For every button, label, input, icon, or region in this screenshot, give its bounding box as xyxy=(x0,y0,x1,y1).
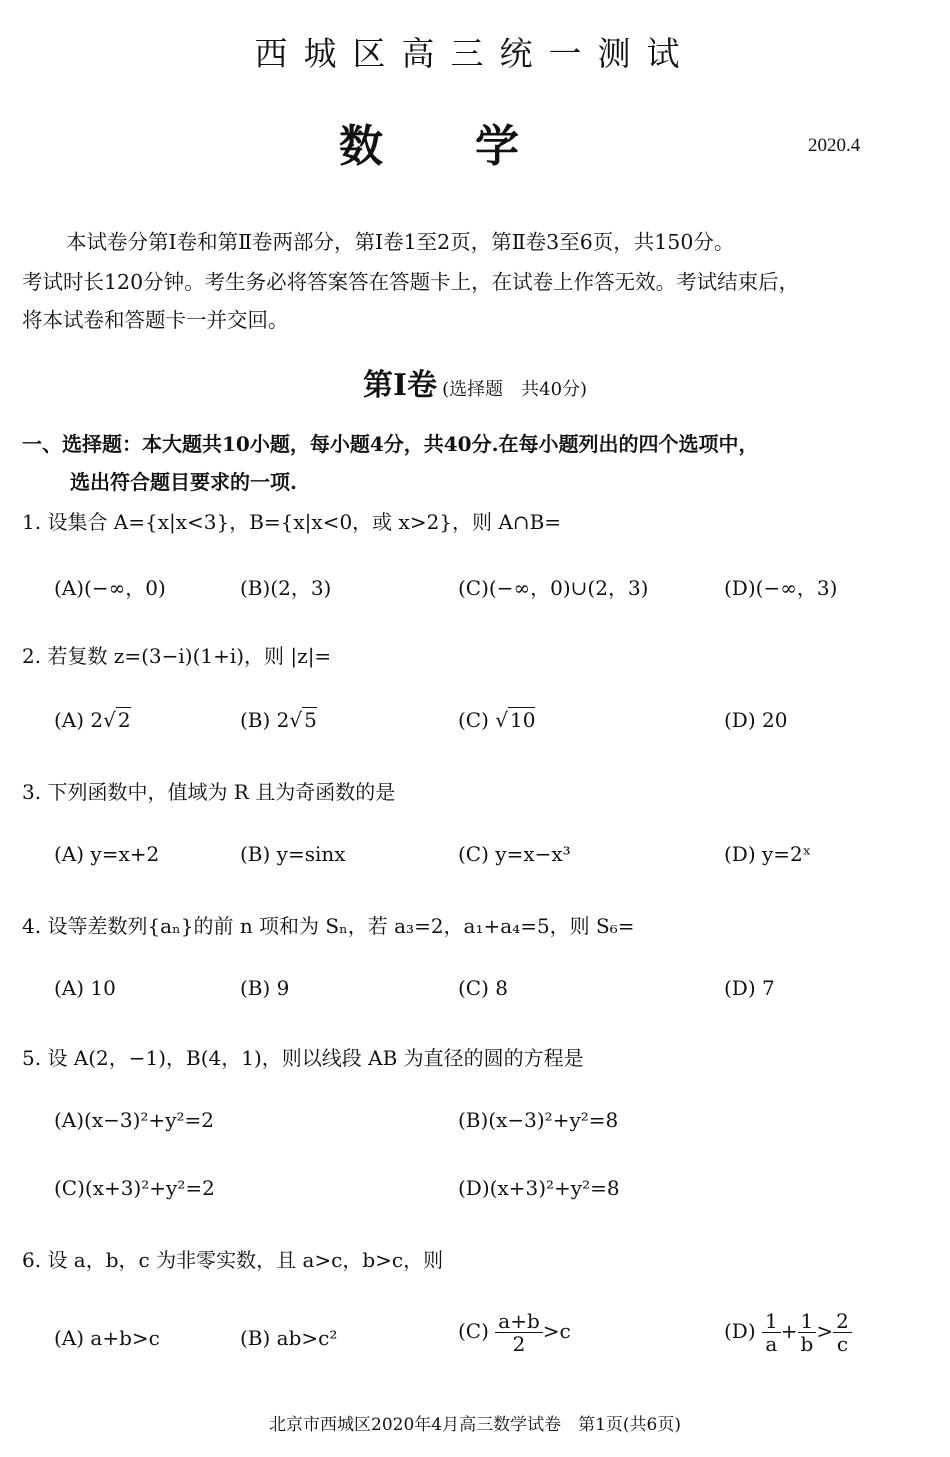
numerator: 1 xyxy=(762,1310,781,1333)
q6-option-c-label: (C) xyxy=(458,1319,489,1343)
section-sub: (选择题 共40分) xyxy=(442,379,588,400)
q5-option-b: (B)(x−3)²+y²=8 xyxy=(458,1108,619,1132)
fraction xyxy=(495,1310,542,1355)
q2-option-b xyxy=(240,708,317,732)
denominator: b xyxy=(800,1332,814,1356)
fraction xyxy=(833,1310,852,1355)
radical-sign: √ xyxy=(289,708,303,732)
question-4-stem: 4. 设等差数列{aₙ}的前 n 项和为 Sₙ，若 a₃=2，a₁+a₄=5，则 S₆= xyxy=(22,914,635,938)
q3-option-c: (C) y=x−x³ xyxy=(458,842,571,866)
q2-radicand-c: 10 xyxy=(510,708,536,732)
q4-option-b: (B) 9 xyxy=(240,976,290,1000)
q6-option-d xyxy=(724,1310,852,1355)
denominator: c xyxy=(836,1332,849,1356)
q1-option-c: (C)(−∞，0)∪(2，3) xyxy=(458,576,649,600)
numerator: 2 xyxy=(833,1310,852,1333)
question-6-stem: 6. 设 a，b，c 为非零实数，且 a>c，b>c，则 xyxy=(22,1248,444,1272)
q5-option-c: (C)(x+3)²+y²=2 xyxy=(54,1176,215,1200)
question-1-stem: 1. 设集合 A={x|x<3}，B={x|x<0，或 x>2}，则 A∩B= xyxy=(22,510,562,534)
page-footer: 北京市西城区2020年4月高三数学试卷 第1页(共6页) xyxy=(269,1415,681,1435)
plus-sign: + xyxy=(780,1319,798,1343)
q6-option-a: (A) a+b>c xyxy=(54,1326,160,1350)
q6-option-d-label: (D) xyxy=(724,1319,756,1343)
subject-title: 数学 xyxy=(339,121,611,172)
q3-option-a: (A) y=x+2 xyxy=(54,842,160,866)
greater-sign: > xyxy=(816,1319,834,1343)
numerator: 1 xyxy=(798,1310,817,1333)
inequality-rest: >c xyxy=(542,1319,571,1343)
q4-option-c: (C) 8 xyxy=(458,976,508,1000)
q1-option-d: (D)(−∞，3) xyxy=(724,576,838,600)
q4-option-a: (A) 10 xyxy=(54,976,116,1000)
q1-option-a: (A)(−∞，0) xyxy=(54,576,166,600)
q1-option-b: (B)(2，3) xyxy=(240,576,332,600)
question-3-stem: 3. 下列函数中，值域为 R 且为奇函数的是 xyxy=(22,780,396,804)
q3-option-b: (B) y=sinx xyxy=(240,842,346,866)
exam-title: 西城区高三统一测试 xyxy=(254,34,696,73)
q3-option-d: (D) y=2ˣ xyxy=(724,842,812,866)
fraction xyxy=(762,1310,781,1355)
intro-line-2: 考试时长120分钟。考生务必将答案答在答题卡上，在试卷上作答无效。考试结束后， xyxy=(22,270,800,294)
question-2-stem: 2. 若复数 z=(3−i)(1+i)，则 |z|= xyxy=(22,644,332,668)
q2-radicand-b: 5 xyxy=(304,708,317,732)
numerator: a+b xyxy=(495,1310,542,1333)
part-instruction-1: 一、选择题：本大题共10小题，每小题4分，共40分.在每小题列出的四个选项中， xyxy=(22,432,759,456)
radical-sign: √ xyxy=(495,708,509,732)
section-main: 第Ⅰ卷 xyxy=(362,368,437,403)
q2-radicand-a: 2 xyxy=(117,708,131,732)
q2-option-b-label: (B) 2 xyxy=(240,708,290,732)
q6-option-c xyxy=(458,1310,571,1355)
fraction xyxy=(798,1310,817,1355)
q5-option-d: (D)(x+3)²+y²=8 xyxy=(458,1176,620,1200)
denominator: a xyxy=(765,1332,778,1356)
q2-option-a xyxy=(54,708,131,732)
exam-date: 2020.4 xyxy=(808,135,861,156)
q4-option-d: (D) 7 xyxy=(724,976,775,1000)
q2-option-c-label: (C) xyxy=(458,708,489,732)
question-5-stem: 5. 设 A(2，−1)，B(4，1)，则以线段 AB 为直径的圆的方程是 xyxy=(22,1046,584,1070)
section-heading xyxy=(0,360,950,404)
q2-option-c xyxy=(458,708,535,732)
q2-option-a-label: (A) 2 xyxy=(54,708,104,732)
q5-option-a: (A)(x−3)²+y²=2 xyxy=(54,1108,214,1132)
radical-sign: √ xyxy=(103,708,116,732)
intro-line-3: 将本试卷和答题卡一并交回。 xyxy=(22,308,289,332)
q2-option-d: (D) 20 xyxy=(724,708,788,732)
part-instruction-2: 选出符合题目要求的一项. xyxy=(70,470,297,494)
intro-line-1: 本试卷分第Ⅰ卷和第Ⅱ卷两部分，第Ⅰ卷1至2页，第Ⅱ卷3至6页，共150分。 xyxy=(66,230,735,254)
q6-option-b: (B) ab>c² xyxy=(240,1326,338,1350)
denominator: 2 xyxy=(512,1332,526,1356)
